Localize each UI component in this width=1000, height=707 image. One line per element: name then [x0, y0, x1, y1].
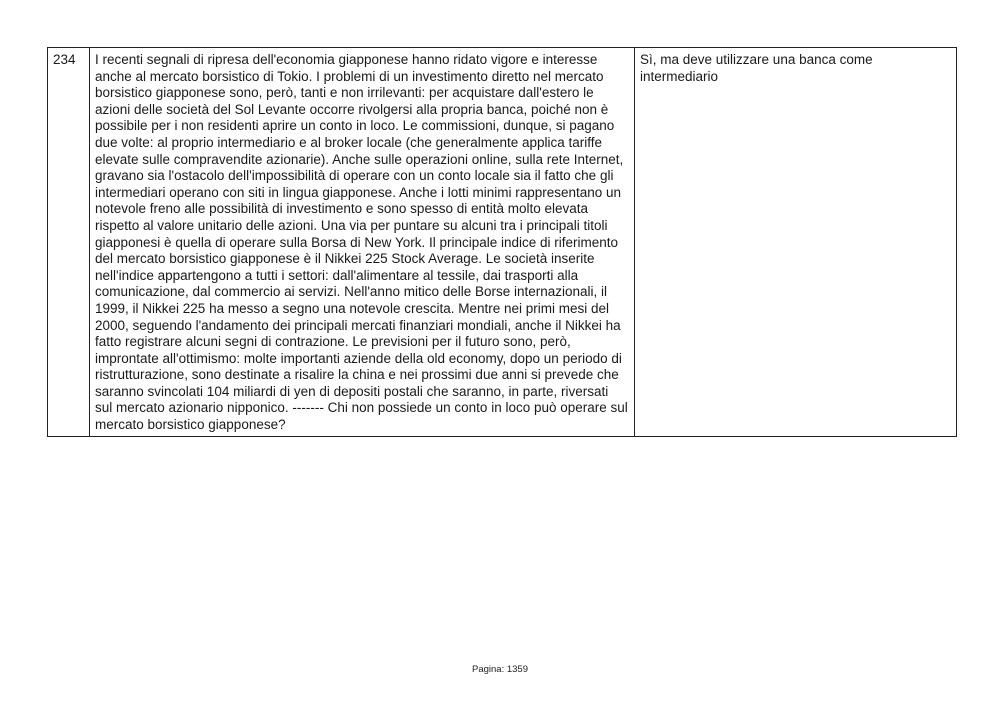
row-id-cell: 234	[48, 48, 90, 437]
table-row	[48, 48, 957, 437]
answer-cell: Sì, ma deve utilizzare una banca come intermediario	[635, 48, 957, 437]
question-table	[47, 47, 957, 437]
question-cell: I recenti segnali di ripresa dell'economia giapponese hanno ridato vigore e interesse anche al mercato borsistico di Tokio. I problemi di un investimento diretto nel mercato borsistico giapponese sono, però, tanti e non irrilevanti: per acquistare dall'estero le azioni delle società del Sol Levante occorre rivolgersi alla propria banca, poiché non è possibile per i non residenti aprire un conto in loco. Le commissioni, dunque, si pagano due volte: al proprio intermediario e al broker locale (che generalmente applica tariffe elevate sulle compravendite azionarie). Anche sulle operazioni online, sulla rete Internet, gravano sia l'ostacolo dell'impossibilità di operare con un conto locale sia il fatto che gli intermediari operano con siti in lingua giapponese. Anche i lotti minimi rappresentano un notevole freno alle possibilità di investimento e sono spesso di entità molto elevata rispetto al valore unitario delle azioni. Una via per puntare su alcuni tra i principali titoli giapponesi è quella di operare sulla Borsa di New York. Il principale indice di riferimento del mercato borsistico giapponese è il Nikkei 225 Stock Average. Le società inserite nell'indice appartengono a tutti i settori: dall'alimentare al tessile, dai trasporti alla comunicazione, dal commercio ai servizi. Nell'anno mitico delle Borse internazionali, il 1999, il Nikkei 225 ha messo a segno una notevole crescita. Mentre nei primi mesi del 2000, seguendo l'andamento dei principali mercati finanziari mondiali, anche il Nikkei ha fatto registrare alcuni segni di contrazione. Le previsioni per il futuro sono, però, improntate all'ottimismo: molte importanti aziende della old economy, dopo un periodo di ristrutturazione, sono destinate a risalire la china e nei prossimi due anni si prevede che saranno svincolati 104 miliardi di yen di depositi postali che saranno, in parte, riversati sul mercato azionario nipponico. ------- Chi non possiede un conto in loco può operare sul mercato borsistico giapponese?	[90, 48, 635, 437]
page-number: Pagina: 1359	[472, 664, 528, 675]
